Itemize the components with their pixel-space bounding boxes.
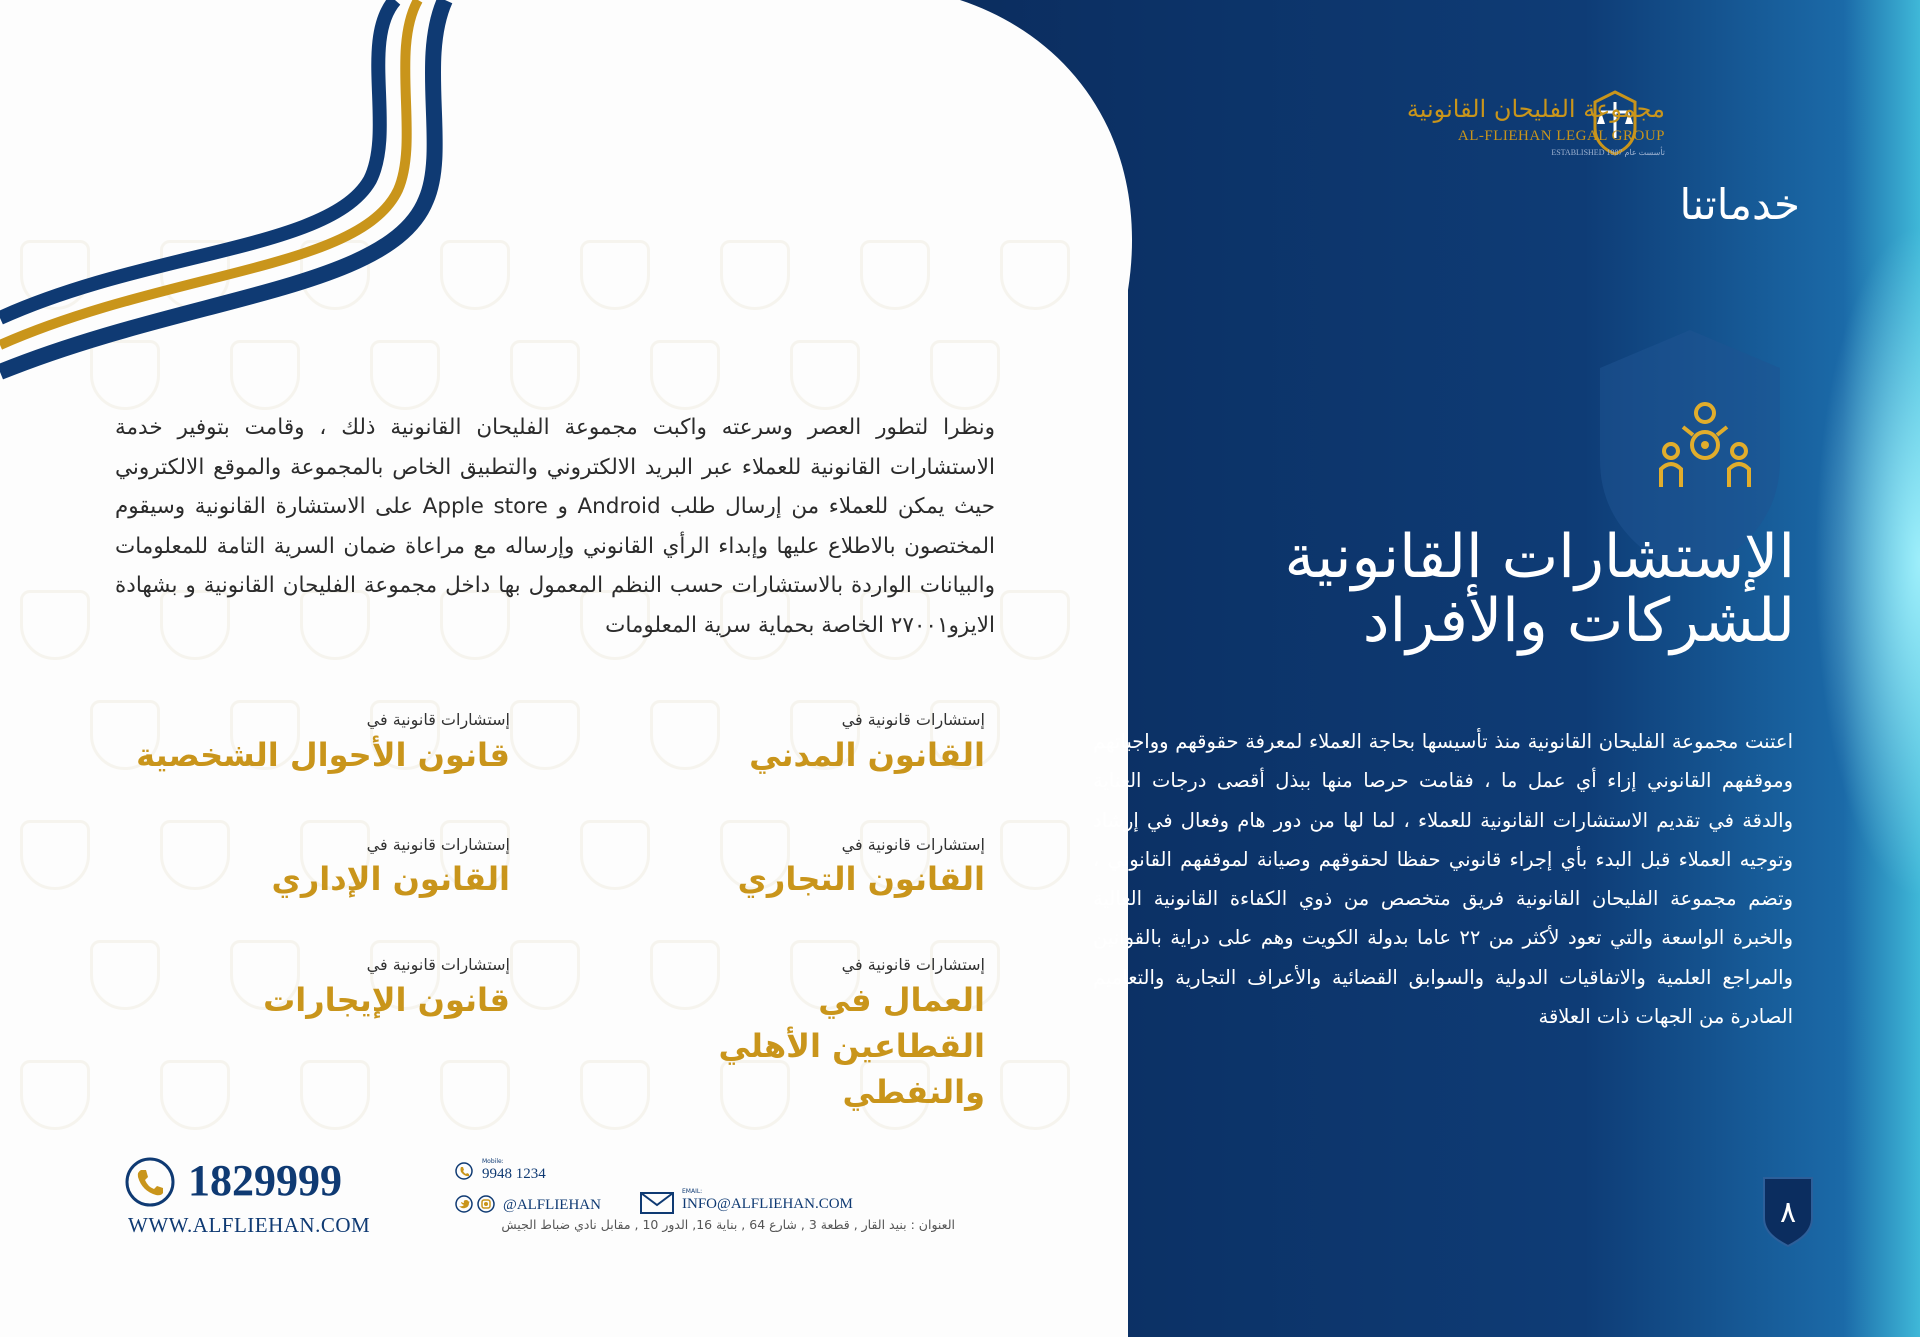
- logo-arabic-name: مجموعة الفليحان القانونية: [1406, 95, 1665, 123]
- consultation-icon: [1655, 395, 1755, 495]
- service-title-personal-status: قانون الأحوال الشخصية: [136, 736, 510, 774]
- service-label-commercial: إستشارات قانونية في: [841, 835, 985, 854]
- mobile-number: 9948 1234: [482, 1166, 546, 1182]
- website-url: WWW.ALFLIEHAN.COM: [128, 1213, 371, 1237]
- page-number: ٨: [1779, 1195, 1797, 1230]
- heading-line-1: الإستشارات القانونية: [1284, 522, 1795, 592]
- service-title-civil: القانون المدني: [749, 736, 985, 774]
- social-handle: @ALFLIEHAN: [503, 1197, 601, 1213]
- email-icon: [640, 1192, 674, 1214]
- service-label-labor: إستشارات قانونية في: [841, 955, 985, 974]
- heading-line-2: للشركات والأفراد: [1362, 586, 1795, 656]
- phone-number: 1829999: [188, 1156, 342, 1205]
- service-label-administrative: إستشارات قانونية في: [366, 835, 510, 854]
- section-title: خدماتنا: [1679, 180, 1800, 229]
- service-label-civil: إستشارات قانونية في: [841, 710, 985, 729]
- instagram-icon: [477, 1195, 495, 1213]
- mobile-icon: [455, 1162, 473, 1180]
- mobile-label: Mobile:: [482, 1158, 504, 1165]
- logo-established: ESTABLISHED 1987 تأسست عام: [1551, 148, 1665, 157]
- service-title-administrative: القانون الإداري: [271, 860, 510, 898]
- service-title-rent: قانون الإيجارات: [263, 981, 510, 1019]
- logo-english-name: AL-FLIEHAN LEGAL GROUP: [1457, 128, 1665, 144]
- service-title-commercial: القانون التجاري: [737, 860, 985, 898]
- intro-paragraph: ونظرا لتطور العصر وسرعته واكبت مجموعة الفليحان القانونية ذلك ، وقامت بتوفير خدمة الاستشارات القانونية للعملاء عبر البريد الالكتروني والتطبيق الخاص بالمجموعة والموقع الالكتروني حيث يمكن للعملاء من إرسال طلب Android و Apple store على الاستشارة القانونية وسيقوم المختصون بالاطلاع عليها وإبداء الرأي القانوني وإرساله مع مراعاة ضمان السرية التامة للمعلومات والبيانات الواردة بالاستشارات حسب النظم المعمول بها داخل مجموعة الفليحان القانونية و بشهادة الايزو٢٧٠٠١ الخاصة بحماية سرية المعلومات: [115, 415, 995, 638]
- page-heading: [1175, 522, 1795, 656]
- service-label-rent: إستشارات قانونية في: [366, 955, 510, 974]
- phone-icon: [124, 1156, 176, 1208]
- service-label-personal-status: إستشارات قانونية في: [366, 710, 510, 729]
- email-label: EMAIL:: [682, 1188, 703, 1195]
- email-address: INFO@ALFLIEHAN.COM: [682, 1196, 853, 1212]
- service-title-labor: العمال في القطاعين الأهلي والنفطي: [718, 981, 985, 1111]
- twitter-icon: [455, 1195, 473, 1213]
- address-text: العنوان : بنيد القار , قطعة 3 , شارع 64 , بناية 16, الدور 10 , مقابل نادي ضباط الجيش: [501, 1217, 955, 1232]
- body-paragraph: اعتنت مجموعة الفليحان القانونية منذ تأسيسها بحاجة العملاء لمعرفة حقوقهم وواجباتهم وموقفهم القانوني إزاء أي عمل ما ، فقامت حرصا منها ببذل أقصى درجات العناية والدقة في تقديم الاستشارات القانونية للعملاء ، لما لها من دور هام وفعال في إرشاد وتوجيه العملاء قبل البدء بأي إجراء قانوني حفظا لحقوقهم وصيانة لموقفهم القانوني ، وتضم مجموعة الفليحان القانونية فريق متخصص من ذوي الكفاءة القانونية العالية والخبرة الواسعة والتي تعود لأكثر من ٢٢ عاما بدولة الكويت وهم على دراية بالقوانين والمراجع العلمية والاتفاقيات الدولية والسوابق القضائية والأعراف التجارية والتعاميم الصادرة من الجهات ذات العلاقة: [1093, 730, 1793, 1029]
